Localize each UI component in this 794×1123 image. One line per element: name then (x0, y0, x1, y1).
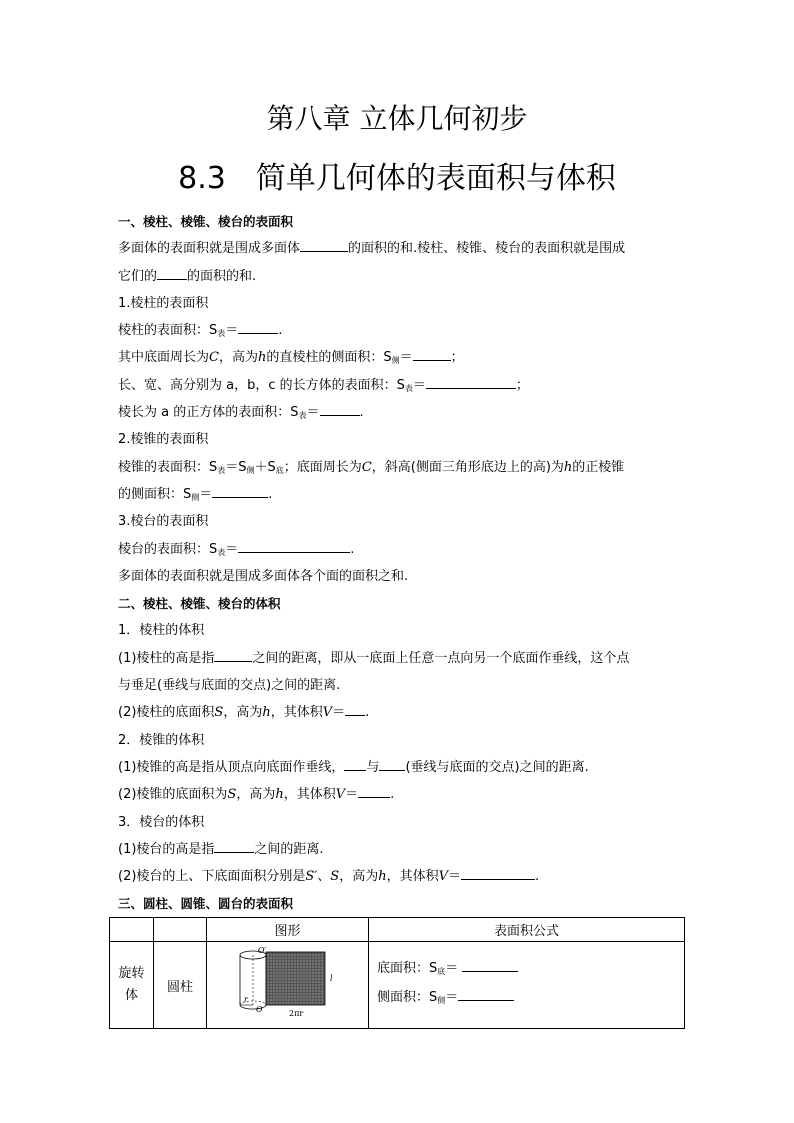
cylinder-figure (207, 942, 368, 1024)
blank (379, 757, 405, 771)
s1-p2-title: 2.棱锥的表面积 (118, 432, 209, 448)
blank (358, 784, 390, 798)
s1-p3-title: 3.棱台的表面积 (118, 514, 209, 530)
blank (214, 839, 254, 853)
s2-a-line3: (2)棱柱的底面积S，高为h，其体积V＝ . (118, 699, 688, 726)
s2-a-line1: (1)棱柱的高是指 之间的距离，即从一底面上任意一点向另一个底面作垂线，这个点 (118, 645, 688, 672)
chapter-title: 第八章 立体几何初步 (266, 102, 528, 135)
figure-cell (207, 942, 369, 1029)
s1-p2-line1: 棱锥的表面积：$S_表=S_侧+S_底$；底面周长为C，斜高(侧面三角形底边上的高)为h的正棱锥 (118, 459, 625, 475)
s1-p1-title: 1.棱柱的表面积 (118, 295, 209, 311)
col-header-figure: 图形 (207, 918, 369, 942)
section1-heading: 一、棱柱、棱锥、棱台的表面积 (118, 214, 294, 229)
section3-heading: 三、圆柱、圆锥、圆台的表面积 (118, 896, 294, 912)
blank (344, 757, 366, 771)
s2-b-title: 2．棱锥的体积 (118, 732, 205, 748)
label-r: r (244, 995, 248, 1004)
blank (413, 347, 451, 361)
s1-p1-line3: 长、宽、高分别为 a，b，c 的长方体的表面积：$S_表=$ ； (118, 372, 688, 399)
s2-b-line1: (1)棱锥的高是指从顶点向底面作垂线， 与 (垂线与底面的交点)之间的距离. (118, 754, 688, 781)
section2-heading: 二、棱柱、棱锥、棱台的体积 (118, 596, 281, 612)
table-header-row (110, 918, 685, 942)
s2-b-line2: (2)棱锥的底面积为S，高为h，其体积V＝ . (118, 781, 688, 808)
table-cell (110, 918, 154, 942)
row-type-cell: 旋转体 (110, 942, 154, 1029)
s1-p2-line2: 的侧面积：$S_侧=$ . (118, 481, 688, 508)
s2-a-title: 1．棱柱的体积 (118, 623, 205, 639)
s1-summary: 多面体的表面积就是围成多面体各个面的面积之和. (118, 568, 409, 584)
section-title: 8.3 简单几何体的表面积与体积 (178, 161, 616, 196)
table-cell (154, 918, 207, 942)
blank (300, 238, 348, 252)
label-o-bottom: O (256, 1005, 263, 1014)
blank (461, 866, 535, 880)
s2-c-line2: (2)棱台的上、下底面面积分别是S′、S，高为h，其体积V＝ . (118, 863, 688, 890)
formula-cell (369, 942, 685, 1029)
col-header-formula: 表面积公式 (369, 918, 685, 942)
s1-p1-line4: 棱长为 a 的正方体的表面积：$S_表=$ . (118, 399, 688, 426)
label-l: l (330, 974, 333, 983)
row-name-cell: 圆柱 (154, 942, 207, 1029)
s2-a-line2: 与垂足(垂线与底面的交点)之间的距离. (118, 678, 341, 694)
blank (238, 320, 278, 334)
s1-p3-line1: 棱台的表面积：$S_表=$ . (118, 536, 688, 563)
blank (212, 484, 268, 498)
document-body (118, 208, 688, 918)
s1-intro-line1: 多面体的表面积就是围成多面体 的面积的和.棱柱、棱锥、棱台的表面积就是围成 (118, 235, 688, 262)
table-row (110, 942, 685, 1029)
formula-table (109, 917, 685, 1029)
side-area-formula: 侧面积：$S_侧=$ (377, 985, 684, 1014)
s2-c-title: 3．棱台的体积 (118, 814, 205, 830)
lateral-surface-rect (266, 952, 325, 1005)
blank (458, 987, 514, 1001)
blank (157, 266, 187, 280)
blank (214, 648, 252, 662)
blank (462, 958, 518, 972)
s1-p1-line1: 棱柱的表面积：$S_表=$ . (118, 317, 688, 344)
s2-c-line1: (1)棱台的高是指 之间的距离. (118, 836, 688, 863)
blank (426, 375, 516, 389)
s1-p1-line2: 其中底面周长为C，高为h的直棱柱的侧面积：$S_侧=$ ； (118, 344, 688, 371)
s1-intro-line2: 它们的 的面积的和. (118, 263, 688, 290)
base-area-formula: 底面积：$S_底=$ (377, 956, 684, 985)
blank (345, 702, 365, 716)
label-2pir: 2πr (289, 1009, 304, 1018)
blank (238, 539, 350, 553)
label-o-top: O′ (258, 946, 267, 955)
blank (320, 402, 360, 416)
